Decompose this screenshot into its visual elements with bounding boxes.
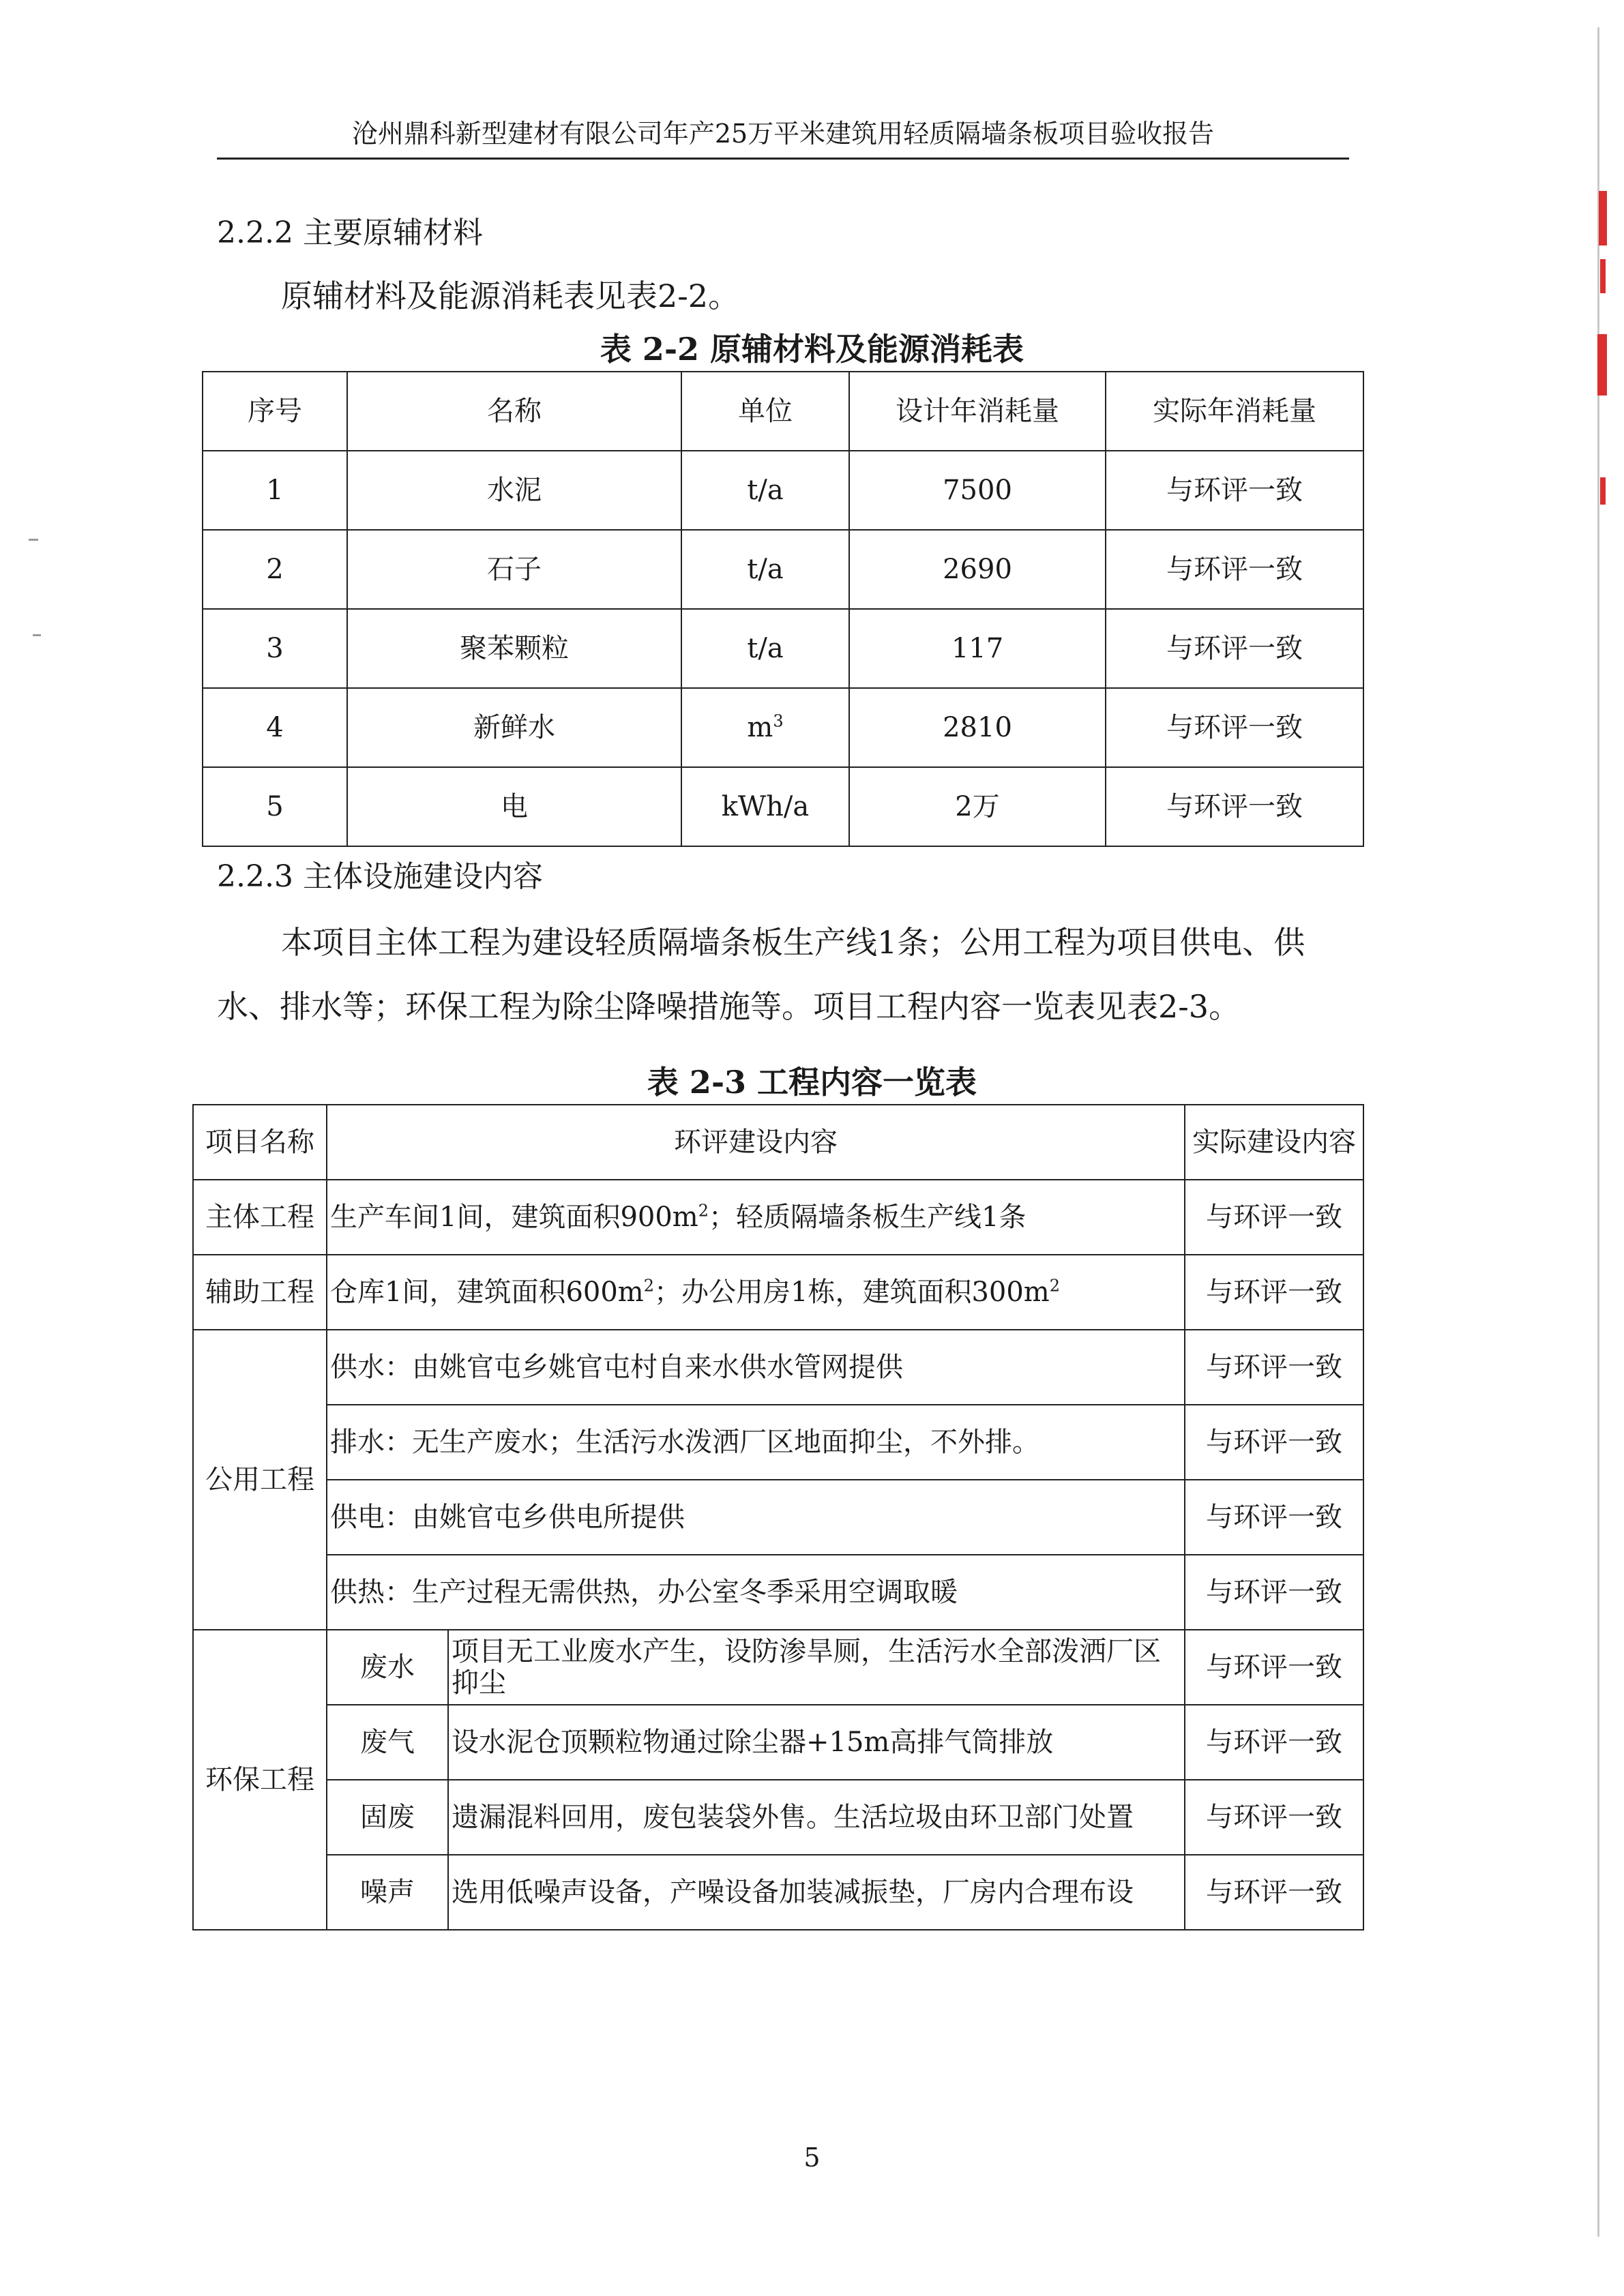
cell-no: 1 <box>203 451 347 530</box>
header-cell-design: 设计年消耗量 <box>849 372 1106 451</box>
seal-mark-4 <box>1600 477 1606 505</box>
cell-content <box>327 1255 1185 1330</box>
cell-subcategory: 废水 <box>327 1630 448 1705</box>
table-row <box>203 609 1363 688</box>
cell-subcategory: 噪声 <box>327 1855 448 1930</box>
table-row <box>193 1405 1363 1480</box>
cell-actual: 与环评一致 <box>1185 1705 1363 1780</box>
section-heading-2-2-3: 2.2.3 主体设施建设内容 <box>217 859 543 894</box>
table-row <box>193 1780 1363 1855</box>
content-superscript: 2 <box>1049 1276 1061 1296</box>
cell-name: 聚苯颗粒 <box>347 609 681 688</box>
cell-actual: 与环评一致 <box>1185 1780 1363 1855</box>
cell-name: 石子 <box>347 530 681 609</box>
cell-content: 供电：由姚官屯乡供电所提供 <box>327 1480 1185 1555</box>
cell-design: 7500 <box>849 451 1106 530</box>
cell-actual: 与环评一致 <box>1185 1405 1363 1480</box>
section-2-2-3-para-line-1: 本项目主体工程为建设轻质隔墙条板生产线1条；公用工程为项目供电、供 <box>281 924 1305 961</box>
cell-no: 2 <box>203 530 347 609</box>
table-row <box>203 451 1363 530</box>
table-row <box>193 1255 1363 1330</box>
content-superscript: 2 <box>643 1276 655 1296</box>
cell-actual: 与环评一致 <box>1185 1330 1363 1405</box>
seal-mark-1 <box>1599 191 1607 245</box>
table-row <box>193 1180 1363 1255</box>
cell-design: 117 <box>849 609 1106 688</box>
header-cell-content: 环评建设内容 <box>327 1105 1185 1180</box>
table-row <box>193 1555 1363 1630</box>
cell-project-name: 环保工程 <box>193 1630 327 1930</box>
cell-actual: 与环评一致 <box>1106 530 1363 609</box>
section-2-2-2-intro: 原辅材料及能源消耗表见表2-2。 <box>281 278 740 314</box>
cell-unit <box>681 688 849 767</box>
content-text: 仓库1间，建筑面积600m <box>330 1277 644 1308</box>
cell-subcategory: 固废 <box>327 1780 448 1855</box>
table-row <box>203 688 1363 767</box>
table-header-row <box>193 1105 1363 1180</box>
seal-mark-2 <box>1600 259 1606 293</box>
cell-actual: 与环评一致 <box>1185 1480 1363 1555</box>
cell-content <box>327 1180 1185 1255</box>
cell-content: 遗漏混料回用，废包装袋外售。生活垃圾由环卫部门处置 <box>448 1780 1185 1855</box>
cell-actual: 与环评一致 <box>1106 609 1363 688</box>
cell-content: 供热：生产过程无需供热，办公室冬季采用空调取暖 <box>327 1555 1185 1630</box>
unit-superscript: 3 <box>773 711 784 731</box>
table-row <box>193 1855 1363 1930</box>
cell-unit: t/a <box>681 609 849 688</box>
cell-project-name: 辅助工程 <box>193 1255 327 1330</box>
section-heading-2-2-2: 2.2.2 主要原辅材料 <box>217 215 483 250</box>
cell-actual: 与环评一致 <box>1185 1255 1363 1330</box>
cell-actual: 与环评一致 <box>1106 451 1363 530</box>
cell-project-name: 主体工程 <box>193 1180 327 1255</box>
header-rule <box>217 158 1349 160</box>
project-content-table <box>192 1104 1364 1930</box>
cell-name: 电 <box>347 767 681 846</box>
cell-project-name: 公用工程 <box>193 1330 327 1630</box>
unit-base: m <box>747 712 773 743</box>
cell-actual: 与环评一致 <box>1185 1630 1363 1705</box>
table-row <box>193 1705 1363 1780</box>
table-row <box>203 767 1363 846</box>
table-row <box>193 1630 1363 1705</box>
cell-actual: 与环评一致 <box>1185 1855 1363 1930</box>
header-cell-no: 序号 <box>203 372 347 451</box>
content-text: 生产车间1间，建筑面积900m <box>330 1202 698 1233</box>
header-cell-actual: 实际年消耗量 <box>1106 372 1363 451</box>
scan-speck <box>33 634 41 636</box>
cell-content: 供水：由姚官屯乡姚官屯村自来水供水管网提供 <box>327 1330 1185 1405</box>
header-cell-project: 项目名称 <box>193 1105 327 1180</box>
cell-actual: 与环评一致 <box>1106 767 1363 846</box>
cell-subcategory: 废气 <box>327 1705 448 1780</box>
cell-design: 2万 <box>849 767 1106 846</box>
cell-content: 项目无工业废水产生，设防渗旱厕，生活污水全部泼洒厂区抑尘 <box>448 1630 1185 1705</box>
header-cell-unit: 单位 <box>681 372 849 451</box>
cell-actual: 与环评一致 <box>1185 1180 1363 1255</box>
content-text: ；办公用房1栋，建筑面积300m <box>654 1277 1050 1308</box>
table-header-row <box>203 372 1363 451</box>
cell-design: 2690 <box>849 530 1106 609</box>
scan-speck <box>29 539 38 541</box>
content-superscript: 2 <box>698 1201 709 1221</box>
cell-no: 5 <box>203 767 347 846</box>
cell-content: 设水泥仓顶颗粒物通过除尘器+15m高排气筒排放 <box>448 1705 1185 1780</box>
cell-content: 选用低噪声设备，产噪设备加装减振垫，厂房内合理布设 <box>448 1855 1185 1930</box>
cell-unit: t/a <box>681 530 849 609</box>
cell-actual: 与环评一致 <box>1106 688 1363 767</box>
section-2-2-3-para-line-2: 水、排水等；环保工程为除尘降噪措施等。项目工程内容一览表见表2-3。 <box>217 988 1241 1025</box>
table-row <box>203 530 1363 609</box>
cell-no: 3 <box>203 609 347 688</box>
header-cell-name: 名称 <box>347 372 681 451</box>
table-row <box>193 1480 1363 1555</box>
table-2-2-caption: 表 2-2 原辅材料及能源消耗表 <box>600 331 1024 368</box>
seal-mark-3 <box>1597 334 1607 396</box>
table-2-3-caption: 表 2-3 工程内容一览表 <box>647 1064 977 1101</box>
page-header: 沧州鼎科新型建材有限公司年产25万平米建筑用轻质隔墙条板项目验收报告 <box>351 119 1215 149</box>
content-text: ；轻质隔墙条板生产线1条 <box>709 1202 1027 1233</box>
table-row <box>193 1330 1363 1405</box>
cell-no: 4 <box>203 688 347 767</box>
materials-table <box>202 371 1364 847</box>
cell-name: 水泥 <box>347 451 681 530</box>
cell-unit: t/a <box>681 451 849 530</box>
cell-actual: 与环评一致 <box>1185 1555 1363 1630</box>
cell-name: 新鲜水 <box>347 688 681 767</box>
cell-design: 2810 <box>849 688 1106 767</box>
cell-unit: kWh/a <box>681 767 849 846</box>
cell-content: 排水：无生产废水；生活污水泼洒厂区地面抑尘，不外排。 <box>327 1405 1185 1480</box>
page-number: 5 <box>803 2143 821 2173</box>
header-cell-actual: 实际建设内容 <box>1185 1105 1363 1180</box>
